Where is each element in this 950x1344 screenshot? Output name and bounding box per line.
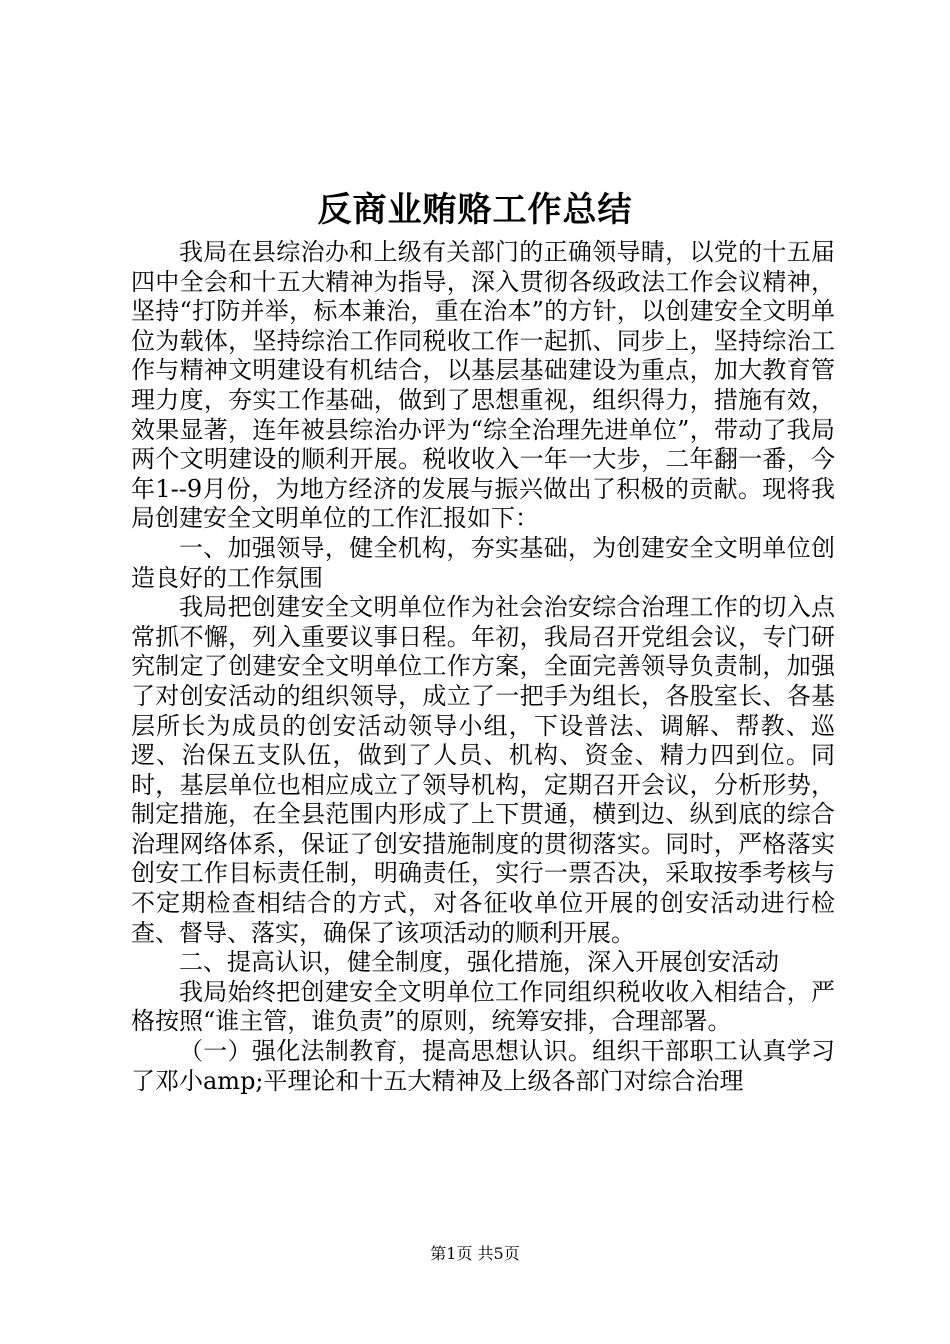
document-body: [131, 238, 835, 1096]
section-heading-2: 二、提高认识，健全制度，强化措施，深入开展创安活动: [179, 948, 779, 977]
document-title: 反商业贿赂工作总结: [317, 190, 633, 230]
section-heading-1: 一、加强领导，健全机构，夯实基础，为创建安全文明单位创造良好的工作氛围: [131, 533, 835, 592]
paragraph-intro: 我局在县综治办和上级有关部门的正确领导睛，以党的十五届四中全会和十五大精神为指导，深入贯彻各级政法工作会议精神，坚持“打防并举，标本兼治，重在治本”的方针，以创建安全文明单位为载体，坚持综治工作同税收工作一起抓、同步上，坚持综治工作与精神文明建设有机结合，以基层基础建设为重点，加大教育管理力度，夯实工作基础，做到了思想重视，组织得力，措施有效，效果显著，连年被县综治办评为“综全治理先进单位”，带动了我局两个文明建设的顺利开展。税收收入一年一大步，二年翻一番，今年1--9月份，为地方经济的发展与振兴做出了积极的贡献。现将我局创建安全文明单位的工作汇报如下：: [131, 238, 835, 533]
subsection-heading-2-1: （一）强化法制教育，提高思想认识。组织干部职工认真学习了邓小amp;平理论和十五大精神及上级各部门对综合治理: [131, 1037, 835, 1095]
paragraph-section-1: 我局把创建安全文明单位作为社会治安综合治理工作的切入点常抓不懈，列入重要议事日程。年初，我局召开党组会议，专门研究制定了创建安全文明单位工作方案，全面完善领导负责制，加强了对创安活动的组织领导，成立了一把手为组长，各股室长、各基层所长为成员的创安活动领导小组，下设普法、调解、帮教、巡逻、治保五支队伍，做到了人员、机构、资金、精力四到位。同时，基层单位也相应成立了领导机构，定期召开会议，分析形势，制定措施，在全县范围内形成了上下贯通，横到边、纵到底的综合治理网络体系，保证了创安措施制度的贯彻落实。同时，严格落实创安工作目标责任制，明确责任，实行一票否决，采取按季考核与不定期检查相结合的方式，对各征收单位开展的创安活动进行检查、督导、落实，确保了该项活动的顺利开展。: [131, 593, 835, 947]
page-footer: 第1页 共5页: [430, 1244, 520, 1263]
paragraph-section-2: 我局始终把创建安全文明单位工作同组织税收收入相结合，严格按照“谁主管，谁负责”的原则，统筹安排，合理部署。: [131, 977, 835, 1036]
